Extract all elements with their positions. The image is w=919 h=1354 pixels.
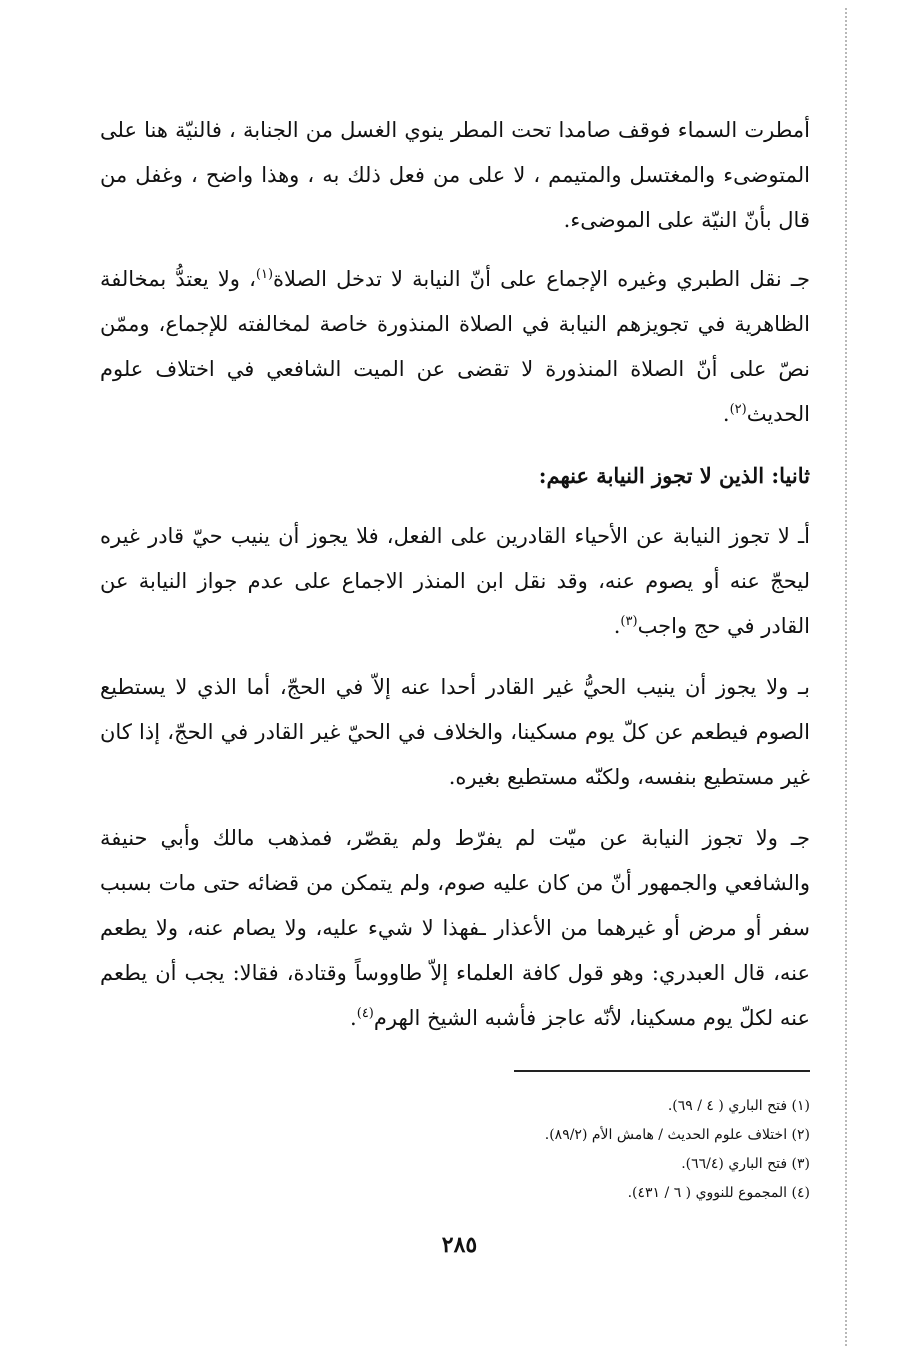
paragraph-4: بـ ولا يجوز أن ينيب الحيُّ غير القادر أحدا عنه إلاّ في الحجّ، أما الذي لا يستطيع الصوم فيطعم عن كلّ يوم مسكينا، والخلاف في الحيّ غير القادر في الحجّ، إذا كان غير مستطيع بنفسه، ولكنّه مستطيع بغيره.	[100, 675, 810, 789]
paragraph-5	[100, 816, 810, 1041]
footnote-ref-1: (١)	[255, 267, 274, 282]
paragraph-2-end: .	[722, 402, 730, 426]
paragraph-3	[100, 514, 810, 649]
footnote-ref-3: (٣)	[620, 614, 638, 629]
page-number: ٢٨٥	[441, 1232, 478, 1258]
scan-edge-dots	[845, 8, 847, 1346]
footnotes	[300, 1092, 810, 1208]
paragraph-2	[100, 257, 810, 437]
footnote-ref-2: (٢)	[729, 402, 747, 417]
footnote-4: (٤) المجموع للنووي ( ٦ / ٤٣١).	[627, 1185, 810, 1201]
paragraph-5-text: جـ ولا تجوز النيابة عن ميّت لم يفرّط ولم يقصّر، فمذهب مالك وأبي حنيفة والشافعي والجمهور أنّ من كان عليه صوم، ولم يتمكن من قضائه حتى مات بسبب سفر أو مرض أو غيرهما من الأعذار ـفهذا لا شيء عليه، ولا يصام عنه، ولا يطعم عنه، قال العبدري: وهو قول كافة العلماء إلاّ طاووساً وقتادة، فقالا: يجب أن يطعم عنه لكلّ يوم مسكينا، لأنّه عاجز فأشبه الشيخ الهرم	[100, 826, 810, 1030]
paragraph-3-end: .	[613, 614, 621, 638]
section-heading: ثانيا: الذين لا تجوز النيابة عنهم:	[538, 463, 810, 488]
paragraph-2-text: جـ نقل الطبري وغيره الإجماع على أنّ النيابة لا تدخل الصلاة	[273, 267, 810, 291]
paragraph-3-text: أـ لا تجوز النيابة عن الأحياء القادرين على الفعل، فلا يجوز أن ينيب حيّ قادر غيره ليحجّ عنه أو يصوم عنه، وقد نقل ابن المنذر الاجماع على عدم جواز النيابة عن القادر في حج واجب	[100, 524, 810, 638]
paragraph-5-end: .	[350, 1006, 357, 1030]
footnote-3: (٣) فتح الباري (٦٦/٤).	[681, 1156, 810, 1172]
paragraph-2-rest: ، ولا يعتدُّ بمخالفة الظاهرية في تجويزهم النيابة في الصلاة المنذورة خاصة لمخالفته للإجماع، وممّن نصّ على أنّ الصلاة المنذورة لا تقضى عن الميت الشافعي في اختلاف علوم الحديث	[100, 267, 810, 426]
footnote-2: (٢) اختلاف علوم الحديث / هامش الأم (٨٩/٢).	[544, 1127, 810, 1143]
footnote-ref-4: (٤)	[356, 1006, 374, 1021]
paragraph-1: أمطرت السماء فوقف صامدا تحت المطر ينوي الغسل من الجنابة ، فالنيّة هنا على المتوضىء والمغتسل والمتيمم ، لا على من فعل ذلك به ، وهذا واضح ، وغفل من قال بأنّ النيّة على الموضىء.	[100, 118, 810, 232]
footnote-1: (١) فتح الباري ( ٤ / ٦٩).	[667, 1098, 810, 1114]
page-body	[100, 108, 810, 1057]
footnote-separator	[514, 1070, 810, 1072]
